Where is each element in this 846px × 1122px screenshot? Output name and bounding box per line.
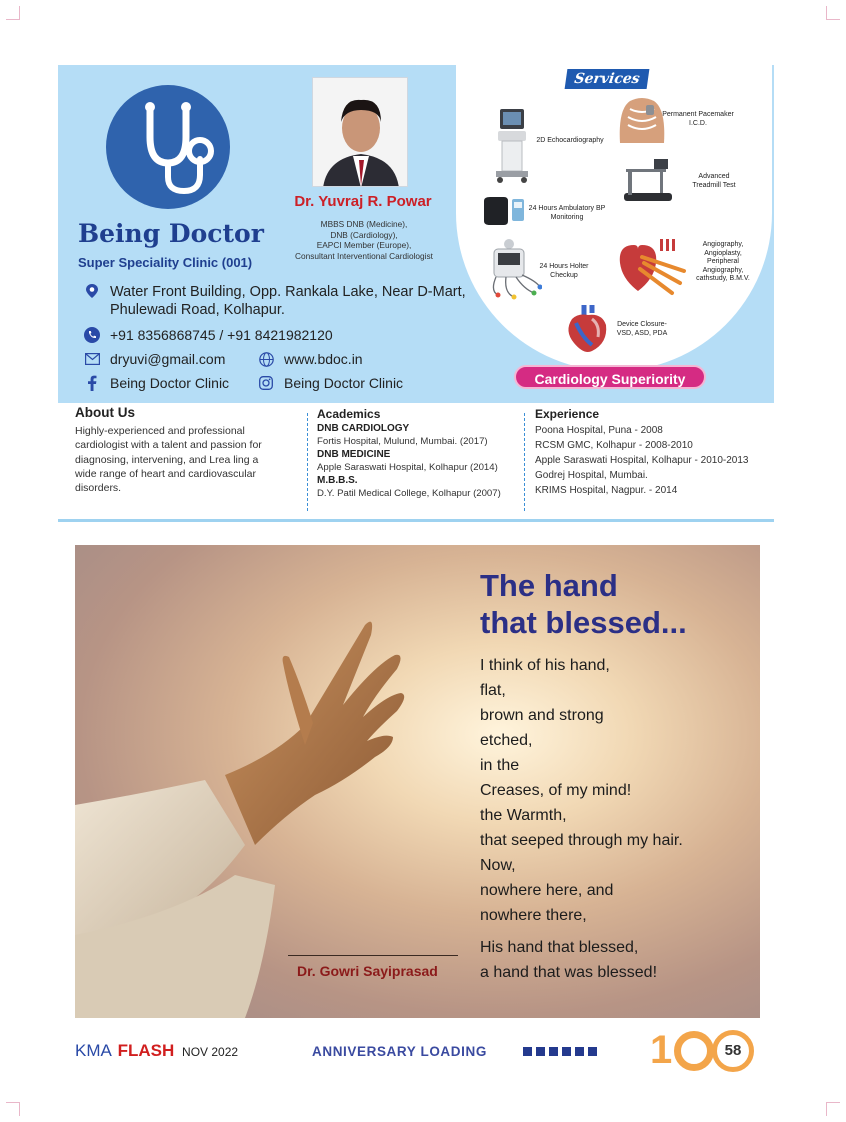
qualification-line: Consultant Interventional Cardiologist xyxy=(295,250,433,261)
poem-panel xyxy=(75,545,760,1018)
poem-line: the Warmth, xyxy=(480,807,567,824)
address xyxy=(84,283,466,319)
facebook-row xyxy=(84,375,229,391)
globe-icon xyxy=(258,351,274,367)
location-pin-icon xyxy=(84,283,100,299)
clinic-subtitle: Super Speciality Clinic (001) xyxy=(78,255,253,270)
loading-square xyxy=(575,1047,584,1056)
poem-line: that seeped through my hair. xyxy=(480,832,683,849)
poem-line: flat, xyxy=(480,682,506,699)
section-rule xyxy=(58,519,774,522)
section-divider xyxy=(524,413,525,511)
instagram-row xyxy=(258,375,403,391)
doctor-qualifications xyxy=(266,219,462,261)
qualification-line: DNB (Cardiology), xyxy=(330,229,398,240)
footer-publication xyxy=(75,1041,238,1061)
instagram-handle[interactable]: Being Doctor Clinic xyxy=(284,375,404,391)
loading-square xyxy=(523,1047,532,1056)
degree: M.B.B.S. xyxy=(317,475,358,486)
experience-item: KRIMS Hospital, Nagpur. - 2014 xyxy=(535,485,678,496)
poem-line: I think of his hand, xyxy=(480,657,610,674)
about-line: Highly-experienced and professional xyxy=(75,425,245,437)
doctor-name: Dr. Yuvraj R. Powar xyxy=(294,193,432,210)
qualification-line: MBBS DNB (Medicine), xyxy=(320,219,408,229)
poem-title-line: The hand xyxy=(480,568,618,603)
envelope-icon xyxy=(84,351,100,367)
about-line: cardiologist with a talent and passion for xyxy=(75,439,262,452)
loading-square xyxy=(562,1047,571,1056)
footer-flash: FLASH xyxy=(117,1041,175,1060)
website-link[interactable]: www.bdoc.in xyxy=(284,351,363,367)
academics-section xyxy=(317,407,517,517)
page-number: 58 xyxy=(712,1030,754,1072)
email-row xyxy=(84,351,225,367)
crop-mark xyxy=(6,6,20,20)
service-label: Advanced Treadmill Test xyxy=(692,173,736,189)
cardiology-superiority-badge: Cardiology Superiority xyxy=(514,365,706,389)
poem-line: nowhere here, and xyxy=(480,882,614,899)
author-rule xyxy=(288,955,458,956)
crop-mark xyxy=(826,1102,840,1116)
heart-angiography-icon xyxy=(614,235,690,302)
footer-kma: KMA xyxy=(75,1041,111,1060)
echo-machine-icon xyxy=(490,107,532,188)
instagram-icon xyxy=(258,375,274,391)
about-line: diagnosing, intervening, and Lrea ling a xyxy=(75,453,259,466)
poem-title xyxy=(480,567,687,641)
crop-mark xyxy=(826,6,840,20)
poem-line: a hand that was blessed! xyxy=(480,964,658,981)
experience-item: RCSM GMC, Kolhapur - 2008-2010 xyxy=(535,440,693,451)
experience-heading: Experience xyxy=(535,407,600,421)
anniversary-loading-label: ANNIVERSARY LOADING xyxy=(312,1044,487,1059)
website-row xyxy=(258,351,363,367)
experience-item: Poona Hospital, Puna - 2008 xyxy=(535,425,663,436)
doctor-photo xyxy=(312,77,408,187)
poem-title-line: that blessed... xyxy=(480,605,687,640)
loading-square xyxy=(588,1047,597,1056)
institution: D.Y. Patil Medical College, Kolhapur (2007) xyxy=(317,488,501,499)
section-divider xyxy=(307,413,308,511)
institution: Apple Saraswati Hospital, Kolhapur (2014) xyxy=(317,462,498,473)
footer-issue-date: NOV 2022 xyxy=(182,1045,239,1059)
poem-line: Creases, of my mind! xyxy=(480,782,632,799)
address-line: Phulewadi Road, Kolhapur. xyxy=(110,302,285,318)
poem-line: Now, xyxy=(480,857,516,874)
treadmill-icon xyxy=(620,157,678,214)
email-address[interactable]: dryuvi@gmail.com xyxy=(110,351,226,367)
poem-author: Dr. Gowri Sayiprasad xyxy=(297,963,438,979)
poem-line: in the xyxy=(480,757,520,774)
experience-section xyxy=(535,407,770,517)
about-us-section xyxy=(75,405,303,515)
service-label: Angiography, Angioplasty, Peripheral Angiography, cathstudy, B.M.V. xyxy=(696,241,750,282)
phone-numbers[interactable]: +91 8356868745 / +91 8421982120 xyxy=(110,327,333,343)
phone-icon xyxy=(84,327,100,343)
service-label: 24 Hours Holter Checkup xyxy=(539,263,589,279)
institution: Fortis Hospital, Mulund, Mumbai. (2017) xyxy=(317,436,488,447)
experience-item: Godrej Hospital, Mumbai. xyxy=(535,470,648,481)
service-label: Device Closure- VSD, ASD, PDA xyxy=(616,321,668,337)
about-heading: About Us xyxy=(75,405,135,420)
degree: DNB CARDIOLOGY xyxy=(317,423,410,434)
services-title: Services xyxy=(565,69,650,89)
hundred-logo-digit: 1 xyxy=(650,1028,673,1072)
poem-line: nowhere there, xyxy=(480,907,587,924)
about-line: wide range of heart and cardiovascular xyxy=(75,467,256,480)
service-label: 2D Echocardiography xyxy=(536,137,604,144)
poem-line: etched, xyxy=(480,732,533,749)
experience-item: Apple Saraswati Hospital, Kolhapur - 2010-2013 xyxy=(535,455,749,466)
hundred-logo-ring xyxy=(674,1031,714,1071)
stethoscope-logo-icon xyxy=(106,85,230,209)
address-line: Water Front Building, Opp. Rankala Lake, Near D-Mart, xyxy=(110,284,466,300)
crop-mark xyxy=(6,1102,20,1116)
heart-anatomy-icon xyxy=(562,301,614,360)
service-label: 24 Hours Ambulatory BP Monitoring xyxy=(528,205,606,221)
phone-row xyxy=(84,327,333,343)
facebook-handle[interactable]: Being Doctor Clinic xyxy=(110,375,230,391)
loading-square xyxy=(536,1047,545,1056)
facebook-icon xyxy=(84,375,100,391)
clinic-advertisement xyxy=(58,65,774,403)
bp-monitor-icon xyxy=(482,193,526,232)
qualification-line: EAPCI Member (Europe), xyxy=(316,240,412,250)
about-line: disorders. xyxy=(75,482,122,495)
service-label: Permanent Pacemaker I.C.D. xyxy=(662,111,734,127)
degree: DNB MEDICINE xyxy=(317,449,391,460)
poem-line: brown and strong xyxy=(480,707,604,724)
loading-square xyxy=(549,1047,558,1056)
clinic-name: Being Doctor xyxy=(78,219,264,248)
academics-heading: Academics xyxy=(317,407,381,421)
poem-line: His hand that blessed, xyxy=(480,939,639,956)
